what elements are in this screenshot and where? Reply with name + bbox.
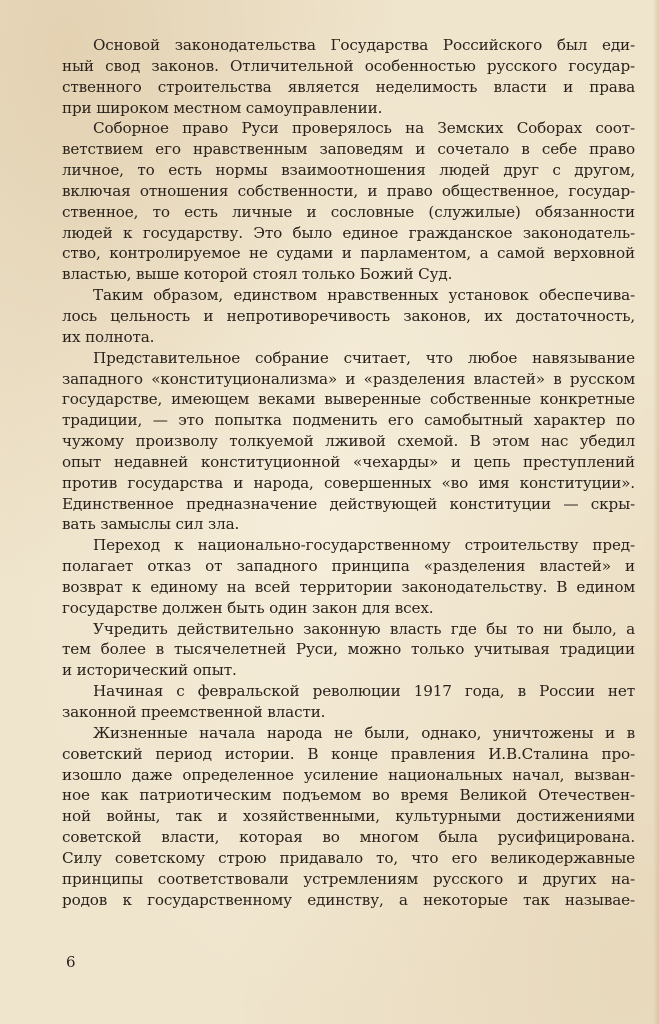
text-line: изошло даже определенное усиление национальных начал, вызван- bbox=[62, 765, 635, 784]
text-line: законной преемственной власти. bbox=[62, 703, 326, 721]
text-line: людей к государству. Это было единое гражданское законодатель- bbox=[62, 223, 635, 242]
text-line: советский период истории. В конце правления И.В.Сталина про- bbox=[62, 744, 635, 763]
page-edge-shadow bbox=[653, 0, 659, 1024]
text-line: лось цельность и непротиворечивость законов, их достаточность, bbox=[62, 306, 635, 325]
text-line: Начиная с февральской революции 1917 года, в России нет bbox=[93, 682, 635, 701]
paragraph bbox=[62, 285, 635, 348]
paragraph bbox=[62, 535, 635, 618]
text-line: Представительное собрание считает, что любое навязывание bbox=[93, 348, 635, 367]
text-line: возврат к единому на всей территории законодательству. В едином bbox=[62, 577, 635, 596]
text-line: ственное, то есть личные и сословные (служилые) обязанности bbox=[62, 202, 635, 221]
text-line: западного «конституционализма» и «разделения властей» в русском bbox=[62, 369, 635, 388]
text-line: личное, то есть нормы взаимоотношения людей друг с другом, bbox=[62, 161, 635, 180]
text-line: родов к государственному единству, а некоторые так называе- bbox=[62, 890, 635, 909]
text-line: государстве, имеющем веками выверенные собственные конкретные bbox=[62, 390, 635, 409]
text-line: Жизненные начала народа не были, однако, уничтожены и в bbox=[93, 723, 635, 742]
text-line: Учредить действительно законную власть где бы то ни было, а bbox=[93, 619, 635, 638]
text-line: ственного строительства является неделимость власти и права bbox=[62, 77, 635, 96]
text-line: Единственное предназначение действующей конституции — скры- bbox=[62, 494, 635, 513]
paragraph bbox=[62, 619, 635, 682]
text-line: полагает отказ от западного принципа «разделения властей» и bbox=[62, 557, 635, 576]
text-line: опыт недавней конституционной «чехарды» и цепь преступлений bbox=[62, 452, 635, 471]
paragraph bbox=[62, 681, 635, 723]
text-line: государстве должен быть один закон для всех. bbox=[62, 598, 434, 617]
text-line: ветствием его нравственным заповедям и сочетало в себе право bbox=[62, 140, 635, 159]
text-line: ное как патриотическим подъемом во время Великой Отечествен- bbox=[62, 786, 635, 805]
text-line: Силу советскому строю придавало то, что его великодержавные bbox=[62, 848, 635, 867]
text-line: властью, выше которой стоял только Божий Суд. bbox=[62, 265, 453, 284]
text-line: их полнота. bbox=[62, 327, 155, 346]
paragraph bbox=[62, 348, 635, 536]
body-text bbox=[62, 35, 635, 910]
text-line: и исторический опыт. bbox=[62, 661, 237, 680]
text-line: ный свод законов. Отличительной особенностью русского государ- bbox=[62, 56, 635, 75]
text-line: советской власти, которая во многом была русифицирована. bbox=[62, 828, 635, 847]
paragraph bbox=[62, 723, 635, 911]
paragraph bbox=[62, 35, 635, 118]
text-line: ной войны, так и хозяйственными, культурными достижениями bbox=[62, 807, 635, 826]
text-line: принципы соответствовали устремлениям русского и других на- bbox=[62, 869, 635, 888]
text-line: чужому произволу толкуемой лживой схемой. В этом нас убедил bbox=[62, 432, 635, 451]
text-line: Основой законодательства Государства Российского был еди- bbox=[93, 36, 635, 54]
page-number: 6 bbox=[66, 953, 76, 971]
text-line: включая отношения собственности, и право общественное, государ- bbox=[62, 181, 635, 200]
text-line: тем более в тысячелетней Руси, можно только учитывая традиции bbox=[62, 640, 635, 659]
text-line: ство, контролируемое не судами и парламентом, а самой верховной bbox=[62, 244, 635, 263]
text-line: при широком местном самоуправлении. bbox=[62, 98, 383, 117]
text-line: против государства и народа, совершенных «во имя конституции». bbox=[62, 473, 635, 492]
text-line: вать замыслы сил зла. bbox=[62, 515, 240, 534]
text-line: традиции, — это попытка подменить его самобытный характер по bbox=[62, 411, 635, 430]
paragraph bbox=[62, 118, 635, 285]
text-line: Переход к национально-государственному строительству пред- bbox=[93, 536, 635, 555]
text-line: Таким образом, единством нравственных установок обеспечива- bbox=[93, 286, 635, 305]
text-line: Соборное право Руси проверялось на Земских Соборах соот- bbox=[93, 119, 635, 138]
